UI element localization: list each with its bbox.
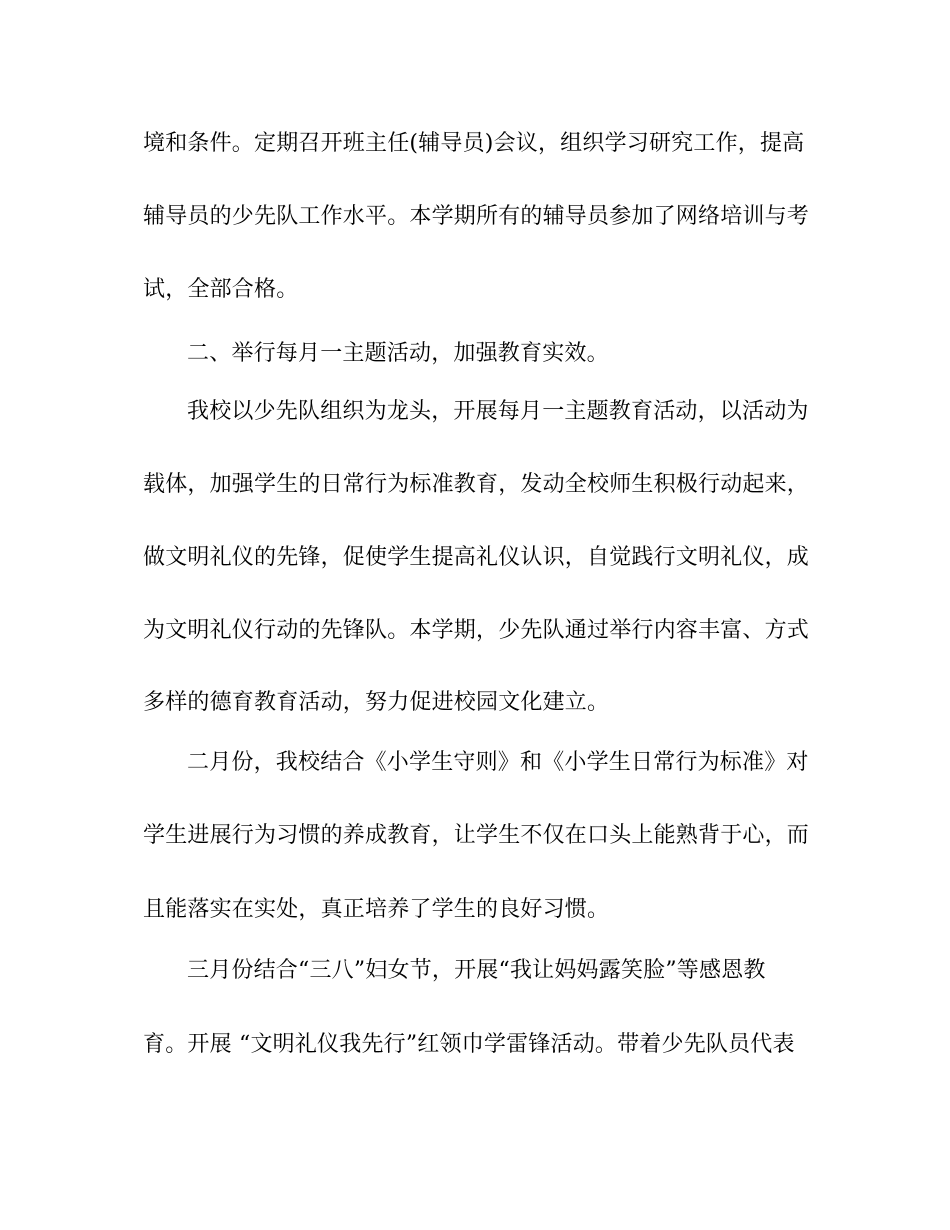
text-line-14: 育。开展 “文明礼仪我先行”红领巾学雷锋活动。带着少先队员代表 bbox=[143, 1032, 795, 1057]
text-line-6: 载体，加强学生的日常行为标准教育，发动全校师生积极行动起来， bbox=[143, 472, 810, 497]
text-line-11: 学生进展行为习惯的养成教育，让学生不仅在口头上能熟背于心，而 bbox=[143, 823, 810, 848]
text-line-10: 二月份，我校结合《小学生守则》和《小学生日常行为标准》对 bbox=[187, 750, 809, 775]
text-line-13: 三月份结合“三八”妇女节，开展“我让妈妈露笑脸”等感恩教 bbox=[187, 958, 766, 983]
text-line-7: 做文明礼仪的先锋，促使学生提高礼仪认识，自觉践行文明礼仪，成 bbox=[143, 545, 810, 570]
section-heading: 二、举行每月一主题活动，加强教育实效。 bbox=[187, 341, 609, 366]
text-line-9: 多样的德育教育活动，努力促进校园文化建立。 bbox=[143, 690, 610, 715]
text-line-5: 我校以少先队组织为龙头，开展每月一主题教育活动，以活动为 bbox=[187, 399, 809, 424]
text-line-8: 为文明礼仪行动的先锋队。本学期，少先队通过举行内容丰富、方式 bbox=[143, 618, 810, 643]
text-line-2: 辅导员的少先队工作水平。本学期所有的辅导员参加了网络培训与考 bbox=[143, 204, 810, 229]
text-line-3: 试，全部合格。 bbox=[143, 277, 299, 302]
text-line-1: 境和条件。定期召开班主任(辅导员)会议，组织学习研究工作，提高 bbox=[143, 131, 805, 156]
text-line-12: 且能落实在实处，真正培养了学生的良好习惯。 bbox=[143, 897, 610, 922]
